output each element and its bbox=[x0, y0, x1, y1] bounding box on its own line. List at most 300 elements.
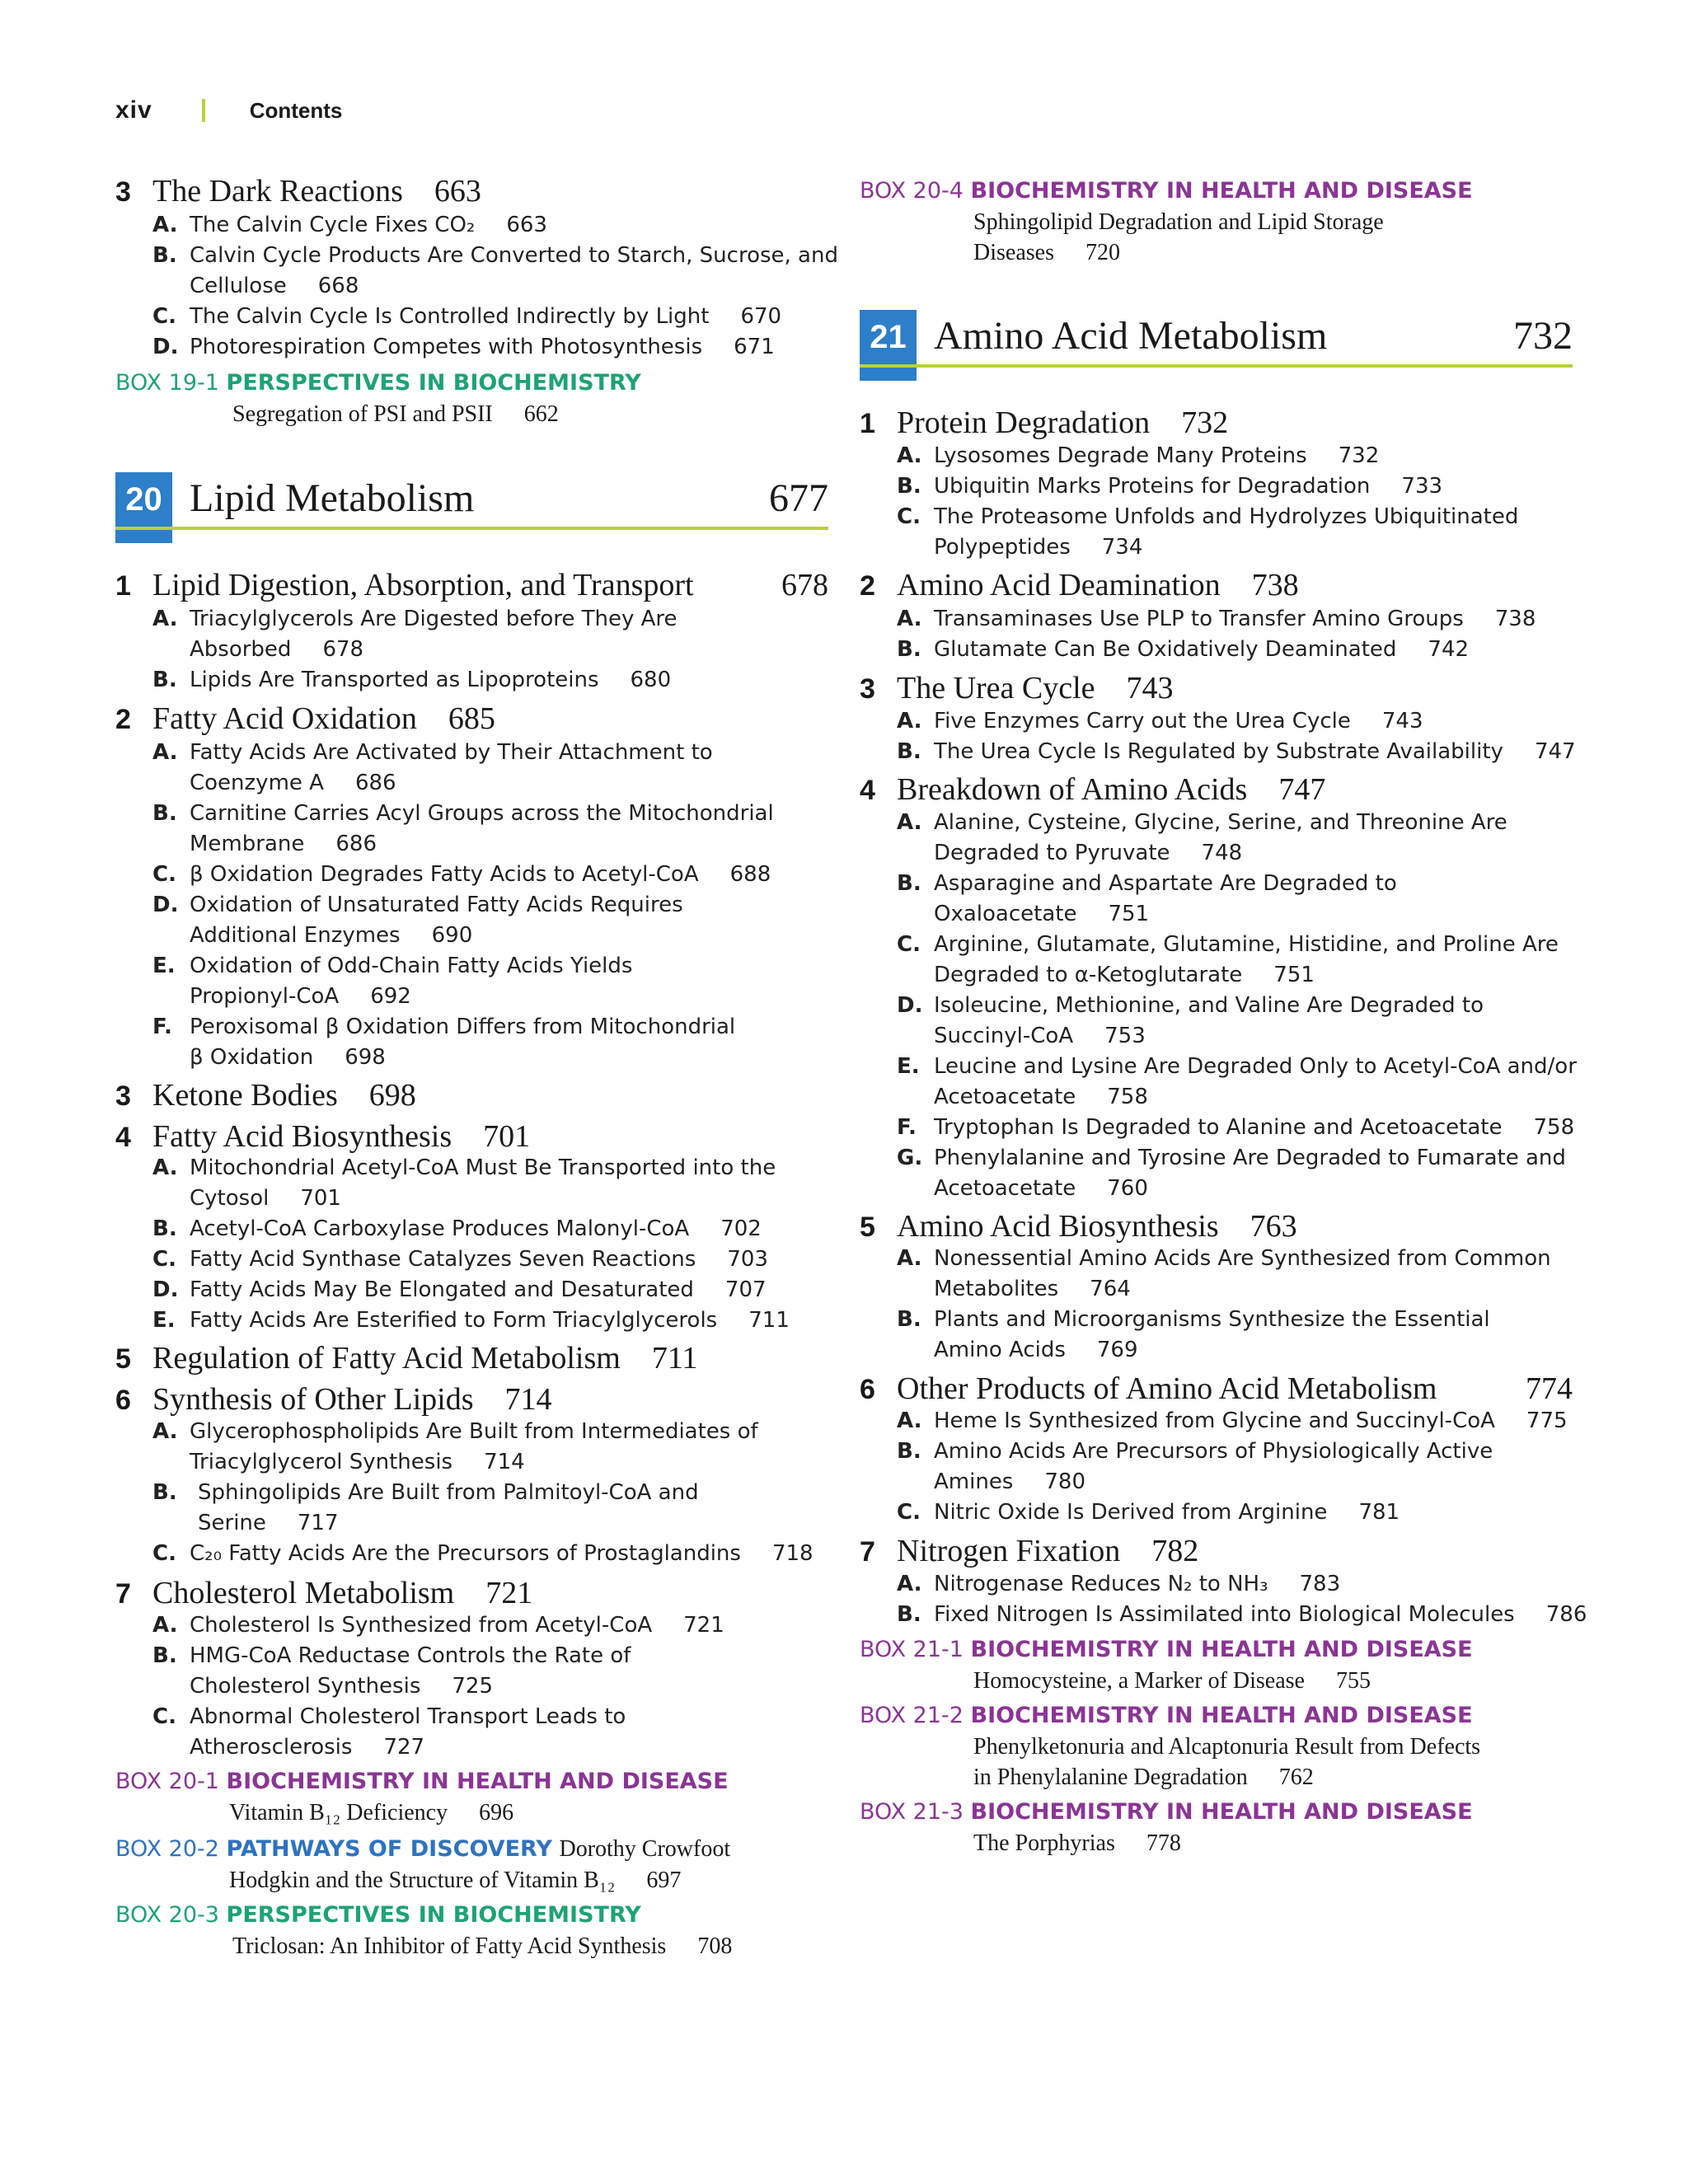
item-page: 743 bbox=[1381, 709, 1423, 733]
item-page: 680 bbox=[630, 668, 672, 692]
item-page: 742 bbox=[1428, 637, 1470, 662]
item-page: 698 bbox=[345, 1045, 386, 1070]
subsection-item[interactable] bbox=[860, 504, 1573, 529]
item-text: Amino Acids Are Precursors of Physiologically Active bbox=[934, 1439, 1493, 1464]
section-heading[interactable] bbox=[115, 1342, 697, 1376]
subsection-item[interactable] bbox=[115, 607, 828, 631]
item-page: 786 bbox=[1545, 1602, 1587, 1627]
item-page: 670 bbox=[740, 304, 782, 329]
section-number: 1 bbox=[115, 570, 131, 602]
item-letter: F. bbox=[897, 1115, 917, 1140]
box-21-1[interactable] bbox=[860, 1637, 1473, 1663]
item-text: The Calvin Cycle Fixes CO₂ 663 bbox=[190, 213, 547, 237]
item-letter: B. bbox=[897, 739, 921, 764]
subsection-item[interactable] bbox=[115, 862, 828, 887]
item-letter: C. bbox=[152, 304, 176, 329]
box-title: Triclosan: An Inhibitor of Fatty Acid Synthesis 708 bbox=[232, 1933, 733, 1959]
section-title: Regulation of Fatty Acid Metabolism bbox=[152, 1341, 621, 1376]
subsection-item[interactable] bbox=[115, 1613, 828, 1638]
subsection-item[interactable] bbox=[115, 893, 828, 917]
box-type: BIOCHEMISTRY IN HEALTH AND DISEASE bbox=[970, 1637, 1473, 1662]
section-page: 774 bbox=[1526, 1371, 1573, 1406]
subsection-item[interactable] bbox=[115, 213, 828, 237]
item-page: 663 bbox=[506, 213, 547, 237]
section-title: Protein Degradation bbox=[897, 405, 1151, 440]
section-number: 3 bbox=[115, 176, 131, 208]
subsection-item[interactable] bbox=[115, 801, 828, 826]
item-letter: A. bbox=[897, 709, 922, 733]
section-page: 763 bbox=[1250, 1209, 1297, 1244]
item-letter: D. bbox=[152, 335, 179, 359]
header-divider bbox=[202, 99, 205, 122]
item-letter: A. bbox=[152, 1155, 178, 1180]
subsection-item-continued: Succinyl-CoA 753 bbox=[934, 1024, 1146, 1048]
item-letter: B. bbox=[152, 243, 177, 268]
item-page: 721 bbox=[683, 1613, 724, 1638]
section-page: 711 bbox=[651, 1341, 698, 1376]
item-page: 775 bbox=[1526, 1408, 1568, 1433]
section-heading[interactable] bbox=[115, 569, 828, 602]
section-page: 663 bbox=[434, 174, 481, 209]
item-page: 692 bbox=[370, 984, 411, 1009]
item-letter: G. bbox=[897, 1146, 923, 1170]
subsection-item[interactable] bbox=[115, 954, 828, 978]
item-letter: B. bbox=[897, 637, 921, 662]
section-page: 732 bbox=[1181, 405, 1229, 440]
section-number: 7 bbox=[860, 1536, 875, 1568]
item-page: 734 bbox=[1101, 535, 1143, 560]
subsection-item-continued: Oxaloacetate 751 bbox=[934, 902, 1150, 926]
item-text: Phenylalanine and Tyrosine Are Degraded to Fumarate and bbox=[934, 1146, 1566, 1170]
item-text: Cholesterol Is Synthesized from Acetyl-CoA 721 bbox=[190, 1613, 724, 1638]
subsection-item-continued: Acetoacetate 758 bbox=[934, 1085, 1148, 1109]
section-title: Fatty Acid Oxidation bbox=[152, 701, 417, 736]
section-heading[interactable] bbox=[115, 1120, 530, 1154]
item-text: Mitochondrial Acetyl-CoA Must Be Transported into the bbox=[190, 1155, 776, 1180]
item-letter: D. bbox=[152, 1277, 179, 1302]
subsection-item-continued: Propionyl-CoA 692 bbox=[190, 984, 411, 1009]
item-letter: C. bbox=[897, 1500, 921, 1525]
subsection-item[interactable] bbox=[115, 1643, 828, 1668]
chapter-number-badge: 21 bbox=[860, 310, 917, 364]
item-text: Alanine, Cysteine, Glycine, Serine, and Threonine Are bbox=[934, 810, 1507, 835]
item-letter: A. bbox=[897, 1572, 922, 1596]
item-page: 753 bbox=[1104, 1024, 1146, 1048]
item-text: The Urea Cycle Is Regulated by Substrate Availability 747 bbox=[934, 739, 1576, 764]
item-page: 780 bbox=[1044, 1469, 1085, 1494]
item-letter: A. bbox=[897, 607, 922, 631]
box-page: 697 bbox=[646, 1868, 682, 1893]
item-text: Carnitine Carries Acyl Groups across the Mitochondrial bbox=[190, 801, 774, 826]
item-page: 748 bbox=[1201, 841, 1243, 865]
section-number: 4 bbox=[115, 1122, 131, 1153]
item-page: 764 bbox=[1090, 1277, 1131, 1301]
subsection-item[interactable] bbox=[115, 1308, 828, 1333]
item-text: Fatty Acids Are Activated by Their Attachment to bbox=[190, 740, 713, 765]
section-title: Amino Acid Deamination bbox=[897, 568, 1221, 602]
subsection-item[interactable] bbox=[115, 668, 828, 692]
item-text: Arginine, Glutamate, Glutamine, Histidine, and Proline Are bbox=[934, 932, 1559, 957]
item-letter: D. bbox=[897, 993, 923, 1018]
section-number: 4 bbox=[860, 775, 875, 806]
subsection-item[interactable] bbox=[115, 1277, 828, 1302]
box-title: Phenylketonuria and Alcaptonuria Result from Defects bbox=[973, 1734, 1481, 1760]
section-number: 5 bbox=[115, 1343, 131, 1375]
item-letter: B. bbox=[152, 1480, 177, 1505]
section-number: 1 bbox=[860, 408, 875, 439]
box-label: BOX 19-1 bbox=[115, 370, 219, 396]
section-title: The Dark Reactions bbox=[152, 174, 403, 209]
section-heading[interactable] bbox=[860, 672, 1174, 705]
box-page: 778 bbox=[1146, 1830, 1181, 1856]
item-letter: B. bbox=[897, 1439, 921, 1464]
box-type: BIOCHEMISTRY IN HEALTH AND DISEASE bbox=[970, 178, 1473, 204]
subsection-item[interactable] bbox=[860, 1146, 1573, 1170]
section-number: 7 bbox=[115, 1578, 131, 1610]
section-title: Fatty Acid Biosynthesis bbox=[152, 1119, 452, 1154]
box-page: 762 bbox=[1278, 1765, 1314, 1790]
item-letter: C. bbox=[897, 932, 921, 957]
item-text: Tryptophan Is Degraded to Alanine and Acetoacetate 758 bbox=[934, 1115, 1575, 1140]
box-label: BOX 20-4 bbox=[860, 178, 964, 204]
subsection-item[interactable] bbox=[860, 607, 1573, 631]
item-page: 707 bbox=[724, 1277, 767, 1302]
subsection-item-continued: Acetoacetate 760 bbox=[934, 1176, 1148, 1201]
section-page: 714 bbox=[504, 1382, 552, 1417]
box-20-3[interactable] bbox=[115, 1902, 641, 1929]
item-letter: A. bbox=[152, 1613, 178, 1638]
section-page: 721 bbox=[485, 1576, 533, 1610]
subsection-item[interactable] bbox=[860, 1602, 1587, 1627]
item-page: 751 bbox=[1108, 902, 1150, 926]
section-heading[interactable] bbox=[860, 1210, 1297, 1244]
section-page: 685 bbox=[448, 701, 495, 736]
subsection-item[interactable] bbox=[115, 1247, 828, 1272]
section-number: 6 bbox=[115, 1385, 131, 1416]
section-page: 678 bbox=[781, 568, 828, 602]
subsection-item[interactable] bbox=[860, 1500, 1573, 1525]
item-text: Oxidation of Unsaturated Fatty Acids Requires bbox=[190, 893, 683, 917]
item-letter: A. bbox=[152, 213, 178, 237]
section-title: Cholesterol Metabolism bbox=[152, 1576, 455, 1610]
item-text: Lysosomes Degrade Many Proteins 732 bbox=[934, 443, 1380, 468]
section-heading[interactable] bbox=[115, 1577, 532, 1610]
item-page: 668 bbox=[317, 274, 359, 298]
box-title: Homocysteine, a Marker of Disease 755 bbox=[973, 1668, 1371, 1694]
box-title: Segregation of PSI and PSII 662 bbox=[232, 401, 559, 427]
box-19-1[interactable] bbox=[115, 370, 641, 396]
subsection-item-continued: Degraded to α-Ketoglutarate 751 bbox=[934, 963, 1315, 987]
section-heading[interactable] bbox=[860, 569, 1299, 602]
item-letter: E. bbox=[897, 1054, 920, 1079]
chapter-page: 677 bbox=[769, 476, 828, 520]
section-page: 701 bbox=[483, 1119, 531, 1154]
item-page: 688 bbox=[729, 862, 771, 887]
page-number: xiv bbox=[115, 96, 152, 124]
item-page: 758 bbox=[1533, 1115, 1575, 1140]
subsection-item[interactable] bbox=[115, 1704, 828, 1729]
section-title: Breakdown of Amino Acids bbox=[897, 772, 1248, 807]
item-page: 769 bbox=[1096, 1338, 1138, 1362]
subsection-item-continued: Amino Acids 769 bbox=[934, 1338, 1138, 1362]
section-heading[interactable] bbox=[115, 1079, 416, 1113]
box-title: Sphingolipid Degradation and Lipid Storage bbox=[973, 209, 1384, 235]
box-label: BOX 21-1 bbox=[860, 1637, 964, 1662]
subsection-item-continued: Atherosclerosis 727 bbox=[190, 1735, 425, 1760]
box-title: Dorothy Crowfoot bbox=[559, 1836, 731, 1862]
subsection-item[interactable] bbox=[860, 443, 1573, 468]
box-title: Vitamin B₁₂ Deficiency 696 bbox=[229, 1800, 514, 1825]
box-label: BOX 20-3 bbox=[115, 1902, 219, 1928]
box-page: 662 bbox=[523, 401, 559, 427]
subsection-item-continued: Amines 780 bbox=[934, 1469, 1085, 1494]
item-text: Five Enzymes Carry out the Urea Cycle 743 bbox=[934, 709, 1423, 733]
item-page: 747 bbox=[1534, 739, 1576, 764]
item-text: β Oxidation Degrades Fatty Acids to Acetyl-CoA 688 bbox=[190, 862, 771, 887]
box-page: 720 bbox=[1085, 240, 1120, 265]
box-page: 755 bbox=[1335, 1668, 1371, 1694]
item-text: Heme Is Synthesized from Glycine and Succinyl-CoA 775 bbox=[934, 1408, 1568, 1433]
section-title: Ketone Bodies bbox=[152, 1078, 338, 1113]
item-letter: C. bbox=[152, 862, 176, 887]
box-title-continued: in Phenylalanine Degradation 762 bbox=[973, 1765, 1314, 1790]
subsection-item[interactable] bbox=[115, 1541, 828, 1566]
box-21-3[interactable] bbox=[860, 1799, 1473, 1825]
subsection-item-continued: Additional Enzymes 690 bbox=[190, 923, 473, 948]
chapter-21-heading[interactable] bbox=[860, 310, 1573, 364]
item-letter: B. bbox=[152, 668, 177, 692]
item-letter: B. bbox=[152, 1216, 177, 1241]
subsection-item[interactable] bbox=[860, 1115, 1573, 1140]
subsection-item[interactable] bbox=[115, 1155, 828, 1180]
box-20-4[interactable] bbox=[860, 178, 1473, 204]
item-page: 686 bbox=[354, 771, 396, 795]
item-page: 686 bbox=[335, 832, 377, 856]
item-text: Nitrogenase Reduces N₂ to NH₃ 783 bbox=[934, 1572, 1341, 1596]
item-letter: B. bbox=[897, 871, 921, 896]
item-letter: C. bbox=[152, 1247, 176, 1272]
item-text: Fatty Acids May Be Elongated and Desaturated 707 bbox=[190, 1277, 767, 1302]
section-heading[interactable] bbox=[115, 175, 481, 209]
item-page: 703 bbox=[727, 1247, 768, 1272]
item-letter: B. bbox=[897, 1307, 921, 1332]
box-label: BOX 20-1 bbox=[115, 1769, 219, 1794]
item-text: Photorespiration Competes with Photosynthesis 671 bbox=[190, 335, 775, 359]
item-page: 717 bbox=[297, 1511, 339, 1535]
item-text: Ubiquitin Marks Proteins for Degradation 733 bbox=[934, 474, 1443, 499]
item-letter: B. bbox=[152, 801, 177, 826]
item-page: 732 bbox=[1338, 443, 1380, 468]
subsection-item-continued: Polypeptides 734 bbox=[934, 535, 1143, 560]
subsection-item-continued: Cholesterol Synthesis 725 bbox=[190, 1674, 494, 1699]
item-page: 725 bbox=[452, 1674, 494, 1699]
section-number: 5 bbox=[860, 1212, 875, 1243]
subsection-item[interactable] bbox=[115, 1419, 828, 1444]
box-20-1[interactable] bbox=[115, 1769, 729, 1795]
subsection-item-continued: β Oxidation 698 bbox=[190, 1045, 386, 1070]
section-heading[interactable] bbox=[860, 1535, 1198, 1568]
box-title: The Porphyrias 778 bbox=[973, 1830, 1181, 1856]
item-letter: A. bbox=[152, 1419, 178, 1444]
item-page: 727 bbox=[383, 1735, 425, 1760]
chapter-rule bbox=[115, 527, 828, 530]
box-label: BOX 20-2 bbox=[115, 1836, 219, 1862]
item-text: Oxidation of Odd-Chain Fatty Acids Yields bbox=[190, 954, 633, 978]
box-type: BIOCHEMISTRY IN HEALTH AND DISEASE bbox=[970, 1799, 1473, 1825]
section-heading[interactable] bbox=[115, 1383, 551, 1417]
item-letter: A. bbox=[897, 1408, 922, 1433]
section-heading[interactable] bbox=[115, 702, 495, 736]
item-text: Transaminases Use PLP to Transfer Amino Groups 738 bbox=[934, 607, 1536, 631]
item-page: 711 bbox=[748, 1308, 790, 1333]
item-text: Glutamate Can Be Oxidatively Deaminated 742 bbox=[934, 637, 1470, 662]
item-text: Asparagine and Aspartate Are Degraded to bbox=[934, 871, 1397, 896]
item-page: 714 bbox=[484, 1450, 525, 1474]
item-text: Abnormal Cholesterol Transport Leads to bbox=[190, 1704, 626, 1729]
subsection-item[interactable] bbox=[860, 871, 1573, 896]
item-letter: A. bbox=[897, 1246, 922, 1271]
item-letter: A. bbox=[152, 607, 178, 631]
subsection-item[interactable] bbox=[860, 1307, 1573, 1332]
subsection-item[interactable] bbox=[860, 1439, 1573, 1464]
section-number: 6 bbox=[860, 1374, 875, 1405]
subsection-item-continued: Membrane 686 bbox=[190, 832, 377, 856]
subsection-item[interactable] bbox=[860, 739, 1576, 764]
item-letter: A. bbox=[897, 443, 922, 468]
item-text: HMG-CoA Reductase Controls the Rate of bbox=[190, 1643, 631, 1668]
item-page: 718 bbox=[771, 1541, 814, 1566]
running-title: Contents bbox=[249, 97, 343, 123]
section-page: 747 bbox=[1278, 772, 1326, 807]
subsection-item-continued: Serine 717 bbox=[198, 1511, 339, 1535]
section-page: 738 bbox=[1251, 568, 1299, 602]
section-number: 3 bbox=[115, 1080, 131, 1112]
section-number: 2 bbox=[860, 570, 875, 602]
box-21-2[interactable] bbox=[860, 1703, 1473, 1729]
subsection-item-continued: Metabolites 764 bbox=[934, 1277, 1131, 1301]
subsection-item[interactable] bbox=[115, 304, 828, 329]
item-text: Calvin Cycle Products Are Converted to Starch, Sucrose, and bbox=[190, 243, 838, 268]
subsection-item-continued: Degraded to Pyruvate 748 bbox=[934, 841, 1243, 865]
item-page: 760 bbox=[1107, 1176, 1148, 1201]
item-text: The Proteasome Unfolds and Hydrolyzes Ubiquitinated bbox=[934, 504, 1519, 529]
subsection-item[interactable] bbox=[115, 243, 838, 268]
box-type: PATHWAYS OF DISCOVERY bbox=[226, 1836, 552, 1862]
section-heading[interactable] bbox=[860, 1372, 1573, 1406]
item-text: The Calvin Cycle Is Controlled Indirectly by Light 670 bbox=[190, 304, 782, 329]
subsection-item[interactable] bbox=[860, 1572, 1573, 1596]
item-page: 702 bbox=[720, 1216, 762, 1241]
item-text: Nitric Oxide Is Derived from Arginine 781 bbox=[934, 1500, 1400, 1525]
item-letter: B. bbox=[897, 474, 921, 499]
subsection-item-continued: Cytosol 701 bbox=[190, 1186, 341, 1211]
item-text: Peroxisomal β Oxidation Differs from Mitochondrial bbox=[190, 1015, 736, 1039]
box-type: BIOCHEMISTRY IN HEALTH AND DISEASE bbox=[226, 1769, 729, 1794]
item-letter: A. bbox=[897, 810, 922, 835]
subsection-item[interactable] bbox=[860, 637, 1573, 662]
box-title-continued: Diseases 720 bbox=[973, 240, 1120, 265]
box-title-continued: Hodgkin and the Structure of Vitamin B₁₂ 697 bbox=[229, 1868, 682, 1893]
section-title: The Urea Cycle bbox=[897, 671, 1095, 705]
item-letter: C. bbox=[897, 504, 921, 529]
subsection-item-continued: Coenzyme A 686 bbox=[190, 771, 396, 795]
item-page: 738 bbox=[1494, 607, 1536, 631]
chapter-page: 732 bbox=[1513, 314, 1573, 358]
item-page: 671 bbox=[734, 335, 775, 359]
item-text: Sphingolipids Are Built from Palmitoyl-CoA and bbox=[198, 1480, 699, 1505]
item-text: Fatty Acid Synthase Catalyzes Seven Reactions 703 bbox=[190, 1247, 768, 1272]
item-letter: F. bbox=[152, 1015, 172, 1039]
item-letter: B. bbox=[897, 1602, 921, 1627]
item-letter: E. bbox=[152, 954, 176, 978]
subsection-item[interactable] bbox=[860, 1246, 1573, 1271]
subsection-item[interactable] bbox=[115, 335, 828, 359]
section-title: Other Products of Amino Acid Metabolism bbox=[897, 1371, 1437, 1406]
item-page: 678 bbox=[322, 637, 364, 662]
item-text: Triacylglycerols Are Digested before They Are bbox=[190, 607, 678, 631]
box-type: BIOCHEMISTRY IN HEALTH AND DISEASE bbox=[970, 1703, 1473, 1728]
item-text: Acetyl-CoA Carboxylase Produces Malonyl-CoA 702 bbox=[190, 1216, 762, 1241]
box-type: PERSPECTIVES IN BIOCHEMISTRY bbox=[226, 370, 641, 396]
subsection-item[interactable] bbox=[860, 474, 1573, 499]
subsection-item[interactable] bbox=[860, 1408, 1573, 1433]
subsection-item[interactable] bbox=[115, 740, 828, 765]
chapter-title: Lipid Metabolism bbox=[190, 476, 475, 520]
section-number: 3 bbox=[860, 673, 875, 705]
subsection-item[interactable] bbox=[860, 810, 1573, 835]
box-20-2[interactable] bbox=[115, 1836, 730, 1863]
chapter-rule bbox=[860, 364, 1573, 368]
item-text: Fixed Nitrogen Is Assimilated into Biological Molecules 786 bbox=[934, 1602, 1587, 1627]
subsection-item[interactable] bbox=[115, 1216, 828, 1241]
section-page: 698 bbox=[368, 1078, 416, 1113]
chapter-title: Amino Acid Metabolism bbox=[934, 314, 1328, 358]
box-label: BOX 21-2 bbox=[860, 1703, 964, 1728]
subsection-item[interactable] bbox=[860, 932, 1573, 957]
subsection-item[interactable] bbox=[860, 993, 1573, 1018]
section-heading[interactable] bbox=[860, 773, 1325, 807]
item-text: Isoleucine, Methionine, and Valine Are Degraded to bbox=[934, 993, 1484, 1018]
chapter-20-heading[interactable] bbox=[115, 472, 828, 527]
section-heading[interactable] bbox=[860, 406, 1228, 440]
item-page: 701 bbox=[300, 1186, 341, 1211]
item-page: 783 bbox=[1299, 1572, 1341, 1596]
item-letter: D. bbox=[152, 893, 179, 917]
section-page: 743 bbox=[1126, 671, 1174, 705]
item-letter: B. bbox=[152, 1643, 177, 1668]
item-page: 751 bbox=[1273, 963, 1315, 987]
box-type: PERSPECTIVES IN BIOCHEMISTRY bbox=[226, 1902, 641, 1928]
item-text: Nonessential Amino Acids Are Synthesized from Common bbox=[934, 1246, 1551, 1271]
item-text: Glycerophospholipids Are Built from Intermediates of bbox=[190, 1419, 758, 1444]
chapter-number-badge: 20 bbox=[115, 472, 172, 527]
item-letter: C. bbox=[152, 1541, 176, 1566]
section-title: Nitrogen Fixation bbox=[897, 1534, 1121, 1568]
item-letter: A. bbox=[152, 740, 178, 765]
section-title: Amino Acid Biosynthesis bbox=[897, 1209, 1219, 1244]
subsection-item[interactable] bbox=[115, 1480, 828, 1505]
section-page: 782 bbox=[1151, 1534, 1199, 1568]
section-title: Synthesis of Other Lipids bbox=[152, 1382, 474, 1417]
subsection-item[interactable] bbox=[860, 709, 1573, 733]
subsection-item[interactable] bbox=[115, 1015, 828, 1039]
box-page: 696 bbox=[479, 1800, 514, 1825]
subsection-item[interactable] bbox=[860, 1054, 1577, 1079]
box-page: 708 bbox=[697, 1933, 733, 1959]
item-text: Leucine and Lysine Are Degraded Only to Acetyl-CoA and/or bbox=[934, 1054, 1577, 1079]
subsection-item-continued: Cellulose 668 bbox=[190, 274, 359, 298]
box-label: BOX 21-3 bbox=[860, 1799, 964, 1825]
